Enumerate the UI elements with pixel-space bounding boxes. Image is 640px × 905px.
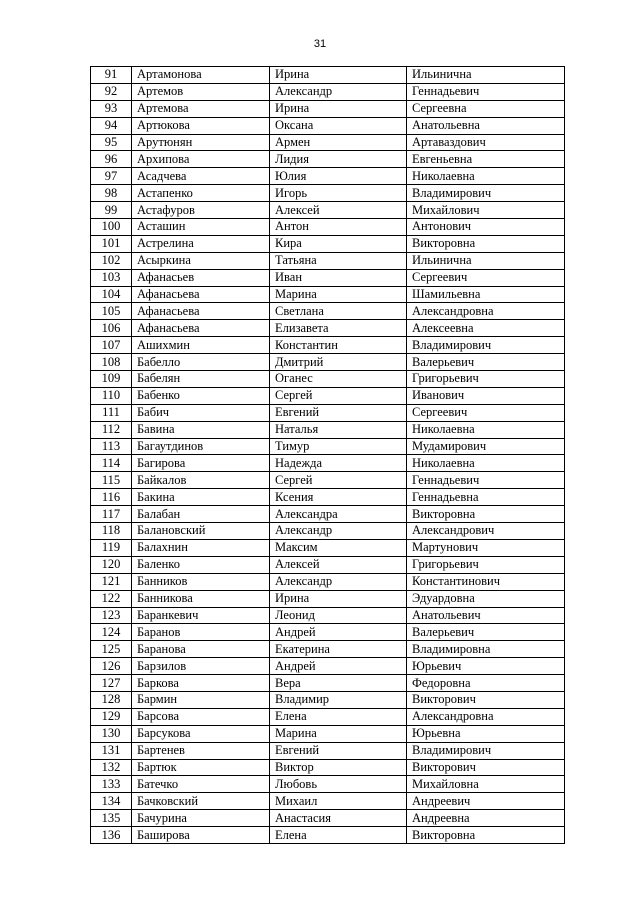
first-name-cell: Александра <box>270 506 407 523</box>
row-number-cell: 123 <box>91 607 132 624</box>
first-name-cell: Оксана <box>270 117 407 134</box>
patronymic-cell: Ильинична <box>407 67 565 84</box>
last-name-cell: Афанасьева <box>132 286 270 303</box>
table-row <box>91 387 565 404</box>
first-name-cell: Виктор <box>270 759 407 776</box>
row-number-cell: 120 <box>91 556 132 573</box>
table-row <box>91 776 565 793</box>
first-name-cell: Сергей <box>270 387 407 404</box>
last-name-cell: Бачковский <box>132 793 270 810</box>
last-name-cell: Бармин <box>132 691 270 708</box>
table-row <box>91 556 565 573</box>
row-number-cell: 96 <box>91 151 132 168</box>
row-number-cell: 115 <box>91 472 132 489</box>
last-name-cell: Асадчева <box>132 168 270 185</box>
patronymic-cell: Григорьевич <box>407 556 565 573</box>
last-name-cell: Банников <box>132 573 270 590</box>
patronymic-cell: Евгеньевна <box>407 151 565 168</box>
first-name-cell: Оганес <box>270 371 407 388</box>
last-name-cell: Баранкевич <box>132 607 270 624</box>
first-name-cell: Елена <box>270 827 407 844</box>
row-number-cell: 127 <box>91 675 132 692</box>
row-number-cell: 94 <box>91 117 132 134</box>
patronymic-cell: Мартунович <box>407 539 565 556</box>
first-name-cell: Екатерина <box>270 641 407 658</box>
first-name-cell: Елена <box>270 708 407 725</box>
row-number-cell: 111 <box>91 404 132 421</box>
last-name-cell: Батечко <box>132 776 270 793</box>
last-name-cell: Асташин <box>132 219 270 236</box>
last-name-cell: Бакина <box>132 489 270 506</box>
first-name-cell: Кира <box>270 235 407 252</box>
table-row <box>91 100 565 117</box>
table-row <box>91 337 565 354</box>
patronymic-cell: Геннадьевич <box>407 472 565 489</box>
table-row <box>91 539 565 556</box>
last-name-cell: Асыркина <box>132 252 270 269</box>
last-name-cell: Арутюнян <box>132 134 270 151</box>
last-name-cell: Афанасьев <box>132 269 270 286</box>
last-name-cell: Барсукова <box>132 725 270 742</box>
patronymic-cell: Иванович <box>407 387 565 404</box>
row-number-cell: 102 <box>91 252 132 269</box>
last-name-cell: Бартенев <box>132 742 270 759</box>
page-number: 31 <box>313 38 327 50</box>
table-row <box>91 235 565 252</box>
row-number-cell: 93 <box>91 100 132 117</box>
row-number-cell: 128 <box>91 691 132 708</box>
table-row <box>91 472 565 489</box>
row-number-cell: 118 <box>91 523 132 540</box>
last-name-cell: Артемов <box>132 83 270 100</box>
first-name-cell: Ирина <box>270 100 407 117</box>
row-number-cell: 106 <box>91 320 132 337</box>
patronymic-cell: Сергеевич <box>407 269 565 286</box>
row-number-cell: 100 <box>91 219 132 236</box>
first-name-cell: Иван <box>270 269 407 286</box>
patronymic-cell: Михайлович <box>407 202 565 219</box>
row-number-cell: 136 <box>91 827 132 844</box>
last-name-cell: Артюкова <box>132 117 270 134</box>
patronymic-cell: Анатольевич <box>407 607 565 624</box>
row-number-cell: 121 <box>91 573 132 590</box>
row-number-cell: 119 <box>91 539 132 556</box>
patronymic-cell: Николаевна <box>407 455 565 472</box>
first-name-cell: Владимир <box>270 691 407 708</box>
last-name-cell: Архипова <box>132 151 270 168</box>
patronymic-cell: Александрович <box>407 523 565 540</box>
table-row <box>91 675 565 692</box>
table-row <box>91 641 565 658</box>
row-number-cell: 99 <box>91 202 132 219</box>
table-row <box>91 117 565 134</box>
first-name-cell: Марина <box>270 725 407 742</box>
patronymic-cell: Викторовна <box>407 827 565 844</box>
last-name-cell: Афанасьева <box>132 303 270 320</box>
row-number-cell: 134 <box>91 793 132 810</box>
last-name-cell: Банникова <box>132 590 270 607</box>
first-name-cell: Антон <box>270 219 407 236</box>
first-name-cell: Наталья <box>270 421 407 438</box>
table-row <box>91 404 565 421</box>
first-name-cell: Александр <box>270 83 407 100</box>
patronymic-cell: Валерьевич <box>407 624 565 641</box>
row-number-cell: 98 <box>91 185 132 202</box>
table-row <box>91 168 565 185</box>
first-name-cell: Вера <box>270 675 407 692</box>
row-number-cell: 113 <box>91 438 132 455</box>
table-row <box>91 489 565 506</box>
last-name-cell: Балабан <box>132 506 270 523</box>
row-number-cell: 97 <box>91 168 132 185</box>
last-name-cell: Бабелло <box>132 354 270 371</box>
last-name-cell: Барзилов <box>132 658 270 675</box>
last-name-cell: Балановский <box>132 523 270 540</box>
table-row <box>91 827 565 844</box>
table-row <box>91 286 565 303</box>
patronymic-cell: Викторовна <box>407 235 565 252</box>
table-row <box>91 252 565 269</box>
row-number-cell: 133 <box>91 776 132 793</box>
table-row <box>91 303 565 320</box>
patronymic-cell: Викторович <box>407 759 565 776</box>
patronymic-cell: Викторович <box>407 691 565 708</box>
patronymic-cell: Шамильевна <box>407 286 565 303</box>
first-name-cell: Александр <box>270 523 407 540</box>
first-name-cell: Александр <box>270 573 407 590</box>
row-number-cell: 126 <box>91 658 132 675</box>
last-name-cell: Ашихмин <box>132 337 270 354</box>
first-name-cell: Андрей <box>270 624 407 641</box>
row-number-cell: 116 <box>91 489 132 506</box>
table-row <box>91 607 565 624</box>
patronymic-cell: Сергеевич <box>407 404 565 421</box>
first-name-cell: Леонид <box>270 607 407 624</box>
row-number-cell: 130 <box>91 725 132 742</box>
patronymic-cell: Николаевна <box>407 168 565 185</box>
last-name-cell: Бабенко <box>132 387 270 404</box>
table-row <box>91 810 565 827</box>
last-name-cell: Бабелян <box>132 371 270 388</box>
last-name-cell: Бавина <box>132 421 270 438</box>
patronymic-cell: Анатольевна <box>407 117 565 134</box>
table-row <box>91 759 565 776</box>
first-name-cell: Константин <box>270 337 407 354</box>
patronymic-cell: Эдуардовна <box>407 590 565 607</box>
row-number-cell: 91 <box>91 67 132 84</box>
table-row <box>91 421 565 438</box>
first-name-cell: Евгений <box>270 742 407 759</box>
table-row <box>91 151 565 168</box>
row-number-cell: 112 <box>91 421 132 438</box>
table-row <box>91 438 565 455</box>
patronymic-cell: Юрьевич <box>407 658 565 675</box>
table-row <box>91 523 565 540</box>
patronymic-cell: Юрьевна <box>407 725 565 742</box>
patronymic-cell: Сергеевна <box>407 100 565 117</box>
patronymic-cell: Владимирович <box>407 337 565 354</box>
first-name-cell: Максим <box>270 539 407 556</box>
table-row <box>91 624 565 641</box>
patronymic-cell: Викторовна <box>407 506 565 523</box>
first-name-cell: Юлия <box>270 168 407 185</box>
table-row <box>91 708 565 725</box>
patronymic-cell: Артаваздович <box>407 134 565 151</box>
patronymic-cell: Владимирович <box>407 185 565 202</box>
first-name-cell: Ксения <box>270 489 407 506</box>
patronymic-cell: Александровна <box>407 303 565 320</box>
patronymic-cell: Григорьевич <box>407 371 565 388</box>
table-row <box>91 793 565 810</box>
first-name-cell: Дмитрий <box>270 354 407 371</box>
first-name-cell: Светлана <box>270 303 407 320</box>
first-name-cell: Лидия <box>270 151 407 168</box>
first-name-cell: Михаил <box>270 793 407 810</box>
last-name-cell: Артемова <box>132 100 270 117</box>
last-name-cell: Баширова <box>132 827 270 844</box>
row-number-cell: 129 <box>91 708 132 725</box>
row-number-cell: 104 <box>91 286 132 303</box>
patronymic-cell: Владимирович <box>407 742 565 759</box>
last-name-cell: Афанасьева <box>132 320 270 337</box>
table-row <box>91 269 565 286</box>
row-number-cell: 135 <box>91 810 132 827</box>
first-name-cell: Татьяна <box>270 252 407 269</box>
last-name-cell: Бачурина <box>132 810 270 827</box>
patronymic-cell: Алексеевна <box>407 320 565 337</box>
patronymic-cell: Андреевна <box>407 810 565 827</box>
row-number-cell: 92 <box>91 83 132 100</box>
row-number-cell: 101 <box>91 235 132 252</box>
first-name-cell: Елизавета <box>270 320 407 337</box>
last-name-cell: Байкалов <box>132 472 270 489</box>
row-number-cell: 125 <box>91 641 132 658</box>
first-name-cell: Алексей <box>270 556 407 573</box>
last-name-cell: Баранов <box>132 624 270 641</box>
row-number-cell: 109 <box>91 371 132 388</box>
last-name-cell: Баленко <box>132 556 270 573</box>
table-row <box>91 725 565 742</box>
last-name-cell: Астапенко <box>132 185 270 202</box>
first-name-cell: Евгений <box>270 404 407 421</box>
table-row <box>91 83 565 100</box>
row-number-cell: 124 <box>91 624 132 641</box>
table-row <box>91 573 565 590</box>
patronymic-cell: Антонович <box>407 219 565 236</box>
last-name-cell: Барсова <box>132 708 270 725</box>
patronymic-cell: Ильинична <box>407 252 565 269</box>
table-row <box>91 134 565 151</box>
table-row <box>91 185 565 202</box>
first-name-cell: Игорь <box>270 185 407 202</box>
last-name-cell: Артамонова <box>132 67 270 84</box>
row-number-cell: 103 <box>91 269 132 286</box>
row-number-cell: 132 <box>91 759 132 776</box>
last-name-cell: Астафуров <box>132 202 270 219</box>
table-row <box>91 658 565 675</box>
table-row <box>91 67 565 84</box>
patronymic-cell: Константинович <box>407 573 565 590</box>
row-number-cell: 105 <box>91 303 132 320</box>
first-name-cell: Ирина <box>270 590 407 607</box>
last-name-cell: Багирова <box>132 455 270 472</box>
roster-table <box>90 66 565 844</box>
row-number-cell: 95 <box>91 134 132 151</box>
last-name-cell: Бартюк <box>132 759 270 776</box>
last-name-cell: Баранова <box>132 641 270 658</box>
first-name-cell: Марина <box>270 286 407 303</box>
first-name-cell: Надежда <box>270 455 407 472</box>
table-row <box>91 354 565 371</box>
row-number-cell: 117 <box>91 506 132 523</box>
row-number-cell: 107 <box>91 337 132 354</box>
patronymic-cell: Мудамирович <box>407 438 565 455</box>
first-name-cell: Армен <box>270 134 407 151</box>
row-number-cell: 110 <box>91 387 132 404</box>
first-name-cell: Андрей <box>270 658 407 675</box>
table-row <box>91 455 565 472</box>
table-row <box>91 691 565 708</box>
table-row <box>91 320 565 337</box>
patronymic-cell: Владимировна <box>407 641 565 658</box>
table-row <box>91 506 565 523</box>
last-name-cell: Баркова <box>132 675 270 692</box>
patronymic-cell: Михайловна <box>407 776 565 793</box>
first-name-cell: Ирина <box>270 67 407 84</box>
patronymic-cell: Федоровна <box>407 675 565 692</box>
patronymic-cell: Геннадьевна <box>407 489 565 506</box>
row-number-cell: 131 <box>91 742 132 759</box>
first-name-cell: Анастасия <box>270 810 407 827</box>
row-number-cell: 114 <box>91 455 132 472</box>
first-name-cell: Любовь <box>270 776 407 793</box>
last-name-cell: Бабич <box>132 404 270 421</box>
patronymic-cell: Андреевич <box>407 793 565 810</box>
patronymic-cell: Валерьевич <box>407 354 565 371</box>
patronymic-cell: Николаевна <box>407 421 565 438</box>
table-row <box>91 202 565 219</box>
roster-body <box>91 67 565 844</box>
first-name-cell: Алексей <box>270 202 407 219</box>
table-row <box>91 219 565 236</box>
table-row <box>91 742 565 759</box>
last-name-cell: Астрелина <box>132 235 270 252</box>
last-name-cell: Багаутдинов <box>132 438 270 455</box>
table-row <box>91 590 565 607</box>
first-name-cell: Тимур <box>270 438 407 455</box>
row-number-cell: 108 <box>91 354 132 371</box>
first-name-cell: Сергей <box>270 472 407 489</box>
patronymic-cell: Геннадьевич <box>407 83 565 100</box>
patronymic-cell: Александровна <box>407 708 565 725</box>
row-number-cell: 122 <box>91 590 132 607</box>
last-name-cell: Балахнин <box>132 539 270 556</box>
table-row <box>91 371 565 388</box>
